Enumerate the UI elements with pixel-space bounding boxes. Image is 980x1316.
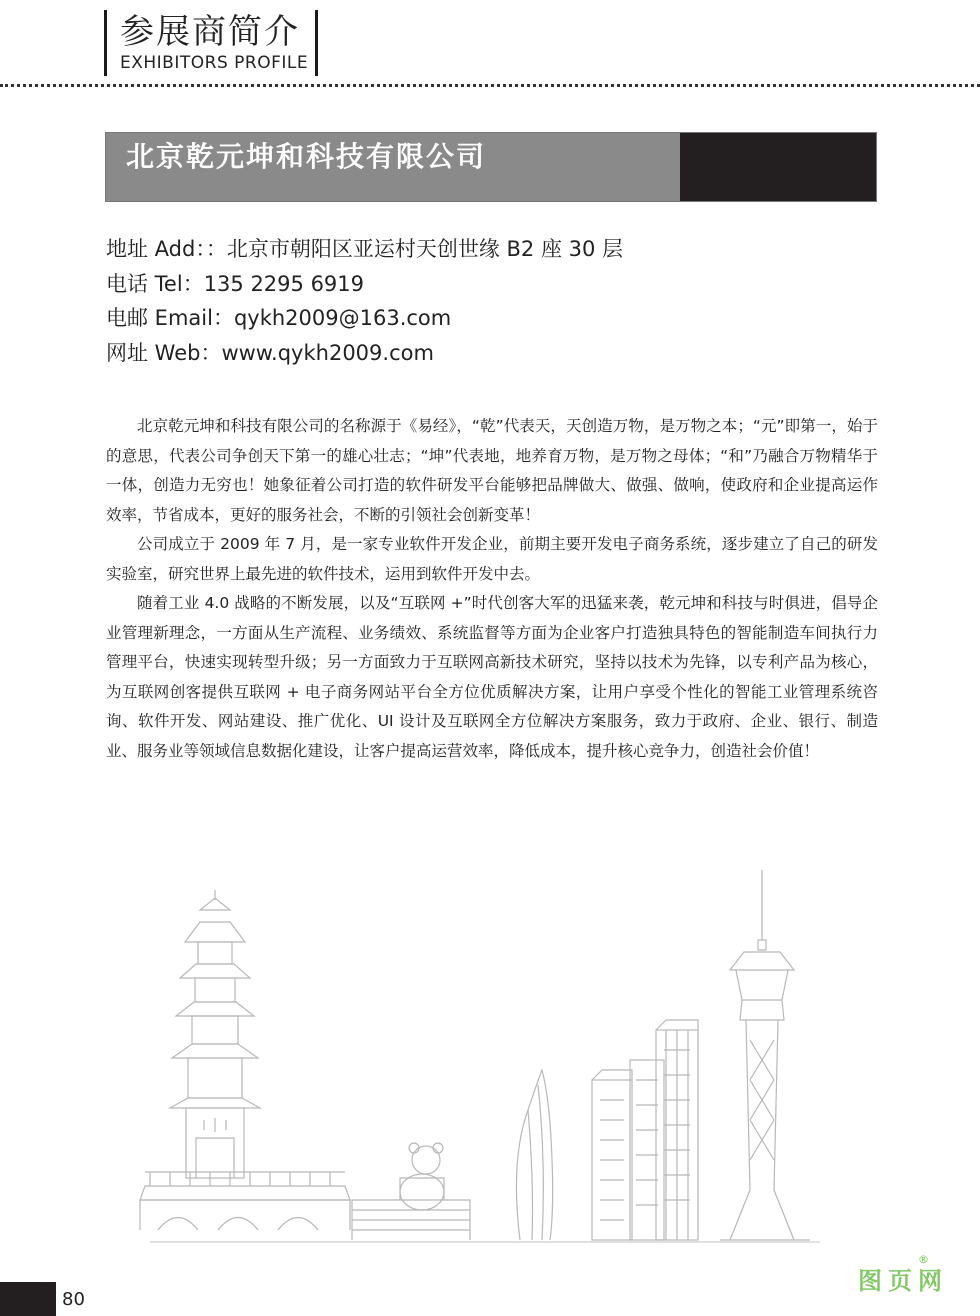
description-paragraph: 公司成立于 2009 年 7 月，是一家专业软件开发企业，前期主要开发电子商务系统，逐步建立了自己的研发实验室，研究世界上最先进的软件技术，运用到软件开发中去。 [106,535,878,583]
description-paragraph: 北京乾元坤和科技有限公司的名称源于《易经》，“乾”代表天，天创造万物，是万物之本；“元”即第一，始于的意思，代表公司争创天下第一的雄心壮志；“坤”代表地，地养育万物，是万物之母体；“和”乃融合万物精华于一体，创造力无穷也！她象征着公司打造的软件研发平台能够把品牌做大、做强、做响，使政府和企业提高运作效率，节省成本，更好的服务社会，不断的引领社会创新变革！ [106,417,878,524]
tv-tower-illustration [720,870,810,1240]
city-skyline-illustration [130,860,830,1260]
office-towers-illustration [592,1020,698,1240]
contact-web: 网址 Web：www.qykh2009.com [106,340,434,365]
company-banner [106,133,876,201]
header-right-bar [315,10,318,76]
contact-email: 电邮 Email：qykh2009@163.com [106,306,452,330]
watermark-logo: 图页网 [858,1267,948,1295]
contact-info [106,232,623,370]
header-left-bar [104,10,107,76]
section-subtitle: EXHIBITORS PROFILE [120,53,309,73]
description-paragraph: 随着工业 4.0 战略的不断发展，以及“互联网 +”时代创客大军的迅猛来袭，乾元坤和科技与时俱进，倡导企业管理新理念，一方面从生产流程、业务绩效、系统监督等方面为企业客户打造独具特色的智能制造车间执行力管理平台，快速实现转型升级；另一方面致力于互联网高新技术研究，坚持以技术为先锋，以专利产品为核心，为互联网创客提供互联网 + 电子商务网站平台全方位优质解决方案，让用户享受个性化的智能工业管理系统咨询、软件开发、网站建设、推广优化、UI 设计及互联网全方位解决方案服务，致力于政府、企业、银行、制造业、服务业等领域信息数据化建设，让客户提高运营效率，降低成本，提升核心竞争力，创造社会价值！ [106,594,878,760]
panda-building-illustration [352,1143,470,1240]
contact-address: 地址 Add：：北京市朝阳区亚运村天创世缘 B2 座 30 层 [106,237,624,261]
company-name: 北京乾元坤和科技有限公司 [126,140,487,173]
dotted-divider [0,84,980,87]
page-number: 80 [62,1289,85,1310]
curved-tower-illustration [516,1070,552,1240]
contact-phone: 电话 Tel：135 2295 6919 [106,271,365,296]
pagoda-illustration [170,890,260,1178]
bridge-illustration [140,1172,350,1230]
company-description [106,412,878,766]
section-title: 参展商简介 [120,12,300,52]
banner-dark-block [680,133,876,201]
page-number-box [0,1282,56,1316]
watermark-registered-mark: ® [918,1253,929,1266]
